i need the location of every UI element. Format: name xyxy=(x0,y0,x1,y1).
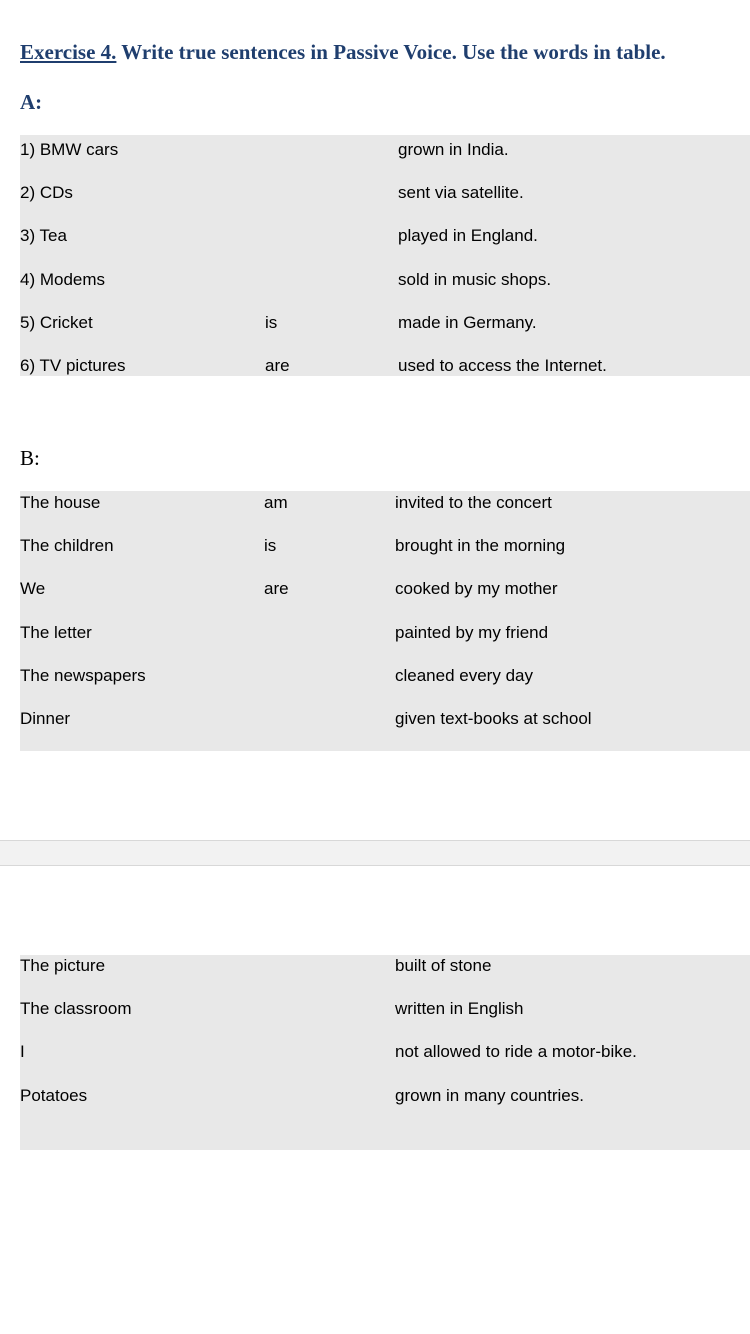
subject-cell: The picture xyxy=(20,956,106,975)
subject-cell: The house xyxy=(20,493,101,512)
exercise-instruction: Write true sentences in Passive Voice. Use the words in table. xyxy=(121,40,666,64)
ending-cell: not allowed to ride a motor-bike. xyxy=(395,1042,637,1062)
table-row xyxy=(20,308,750,351)
subject-cell: The newspapers xyxy=(20,665,146,685)
table-row xyxy=(20,577,750,620)
table-row xyxy=(20,955,750,998)
subject-cell: The letter xyxy=(20,622,92,642)
table-section-b xyxy=(20,491,750,751)
subject-cell: The children xyxy=(20,536,114,556)
subject-cell: 3) Tea xyxy=(20,226,67,246)
section-b-label: B: xyxy=(20,446,40,470)
verb-cell: is xyxy=(264,536,277,556)
table-section-b-continued xyxy=(20,955,750,1150)
table-row xyxy=(20,351,750,394)
subject-cell: 4) Modems xyxy=(20,269,106,289)
ending-cell: grown in India. xyxy=(398,140,509,159)
page-break-divider xyxy=(0,840,750,866)
table-row xyxy=(20,265,750,308)
ending-cell: cleaned every day xyxy=(395,665,533,685)
exercise-heading xyxy=(20,40,666,65)
subject-cell: We xyxy=(20,579,46,599)
verb-cell: are xyxy=(265,355,290,375)
table-row xyxy=(20,1085,750,1128)
ending-cell: built of stone xyxy=(395,956,492,975)
subject-cell: The classroom xyxy=(20,999,132,1019)
subject-cell: Dinner xyxy=(20,708,71,728)
section-a-label: A: xyxy=(20,90,43,114)
subject-cell: 2) CDs xyxy=(20,183,73,203)
ending-cell: given text-books at school xyxy=(395,708,592,728)
exercise-number: Exercise 4. xyxy=(20,40,117,64)
verb-cell: is xyxy=(265,312,278,332)
table-row xyxy=(20,664,750,707)
table-row xyxy=(20,221,750,264)
ending-cell: played in England. xyxy=(398,226,538,246)
subject-cell: I xyxy=(20,1042,25,1062)
table-row xyxy=(20,1041,750,1084)
verb-cell: are xyxy=(264,579,289,599)
ending-cell: used to access the Internet. xyxy=(398,355,607,375)
verb-cell: am xyxy=(264,493,288,512)
ending-cell: grown in many countries. xyxy=(395,1085,584,1105)
ending-cell: sent via satellite. xyxy=(398,183,524,203)
ending-cell: painted by my friend xyxy=(395,622,549,642)
table-row xyxy=(20,998,750,1041)
subject-cell: 1) BMW cars xyxy=(20,140,119,159)
ending-cell: written in English xyxy=(395,999,524,1019)
table-row xyxy=(20,178,750,221)
table-section-a xyxy=(20,135,750,376)
table-row xyxy=(20,534,750,577)
ending-cell: made in Germany. xyxy=(398,312,537,332)
table-row xyxy=(20,491,750,534)
ending-cell: sold in music shops. xyxy=(398,269,552,289)
subject-cell: 6) TV pictures xyxy=(20,355,126,375)
ending-cell: invited to the concert xyxy=(395,493,552,512)
subject-cell: Potatoes xyxy=(20,1085,88,1105)
table-row xyxy=(20,135,750,178)
table-row xyxy=(20,707,750,750)
ending-cell: cooked by my mother xyxy=(395,579,558,599)
subject-cell: 5) Cricket xyxy=(20,312,93,332)
ending-cell: brought in the morning xyxy=(395,536,566,556)
table-row xyxy=(20,621,750,664)
